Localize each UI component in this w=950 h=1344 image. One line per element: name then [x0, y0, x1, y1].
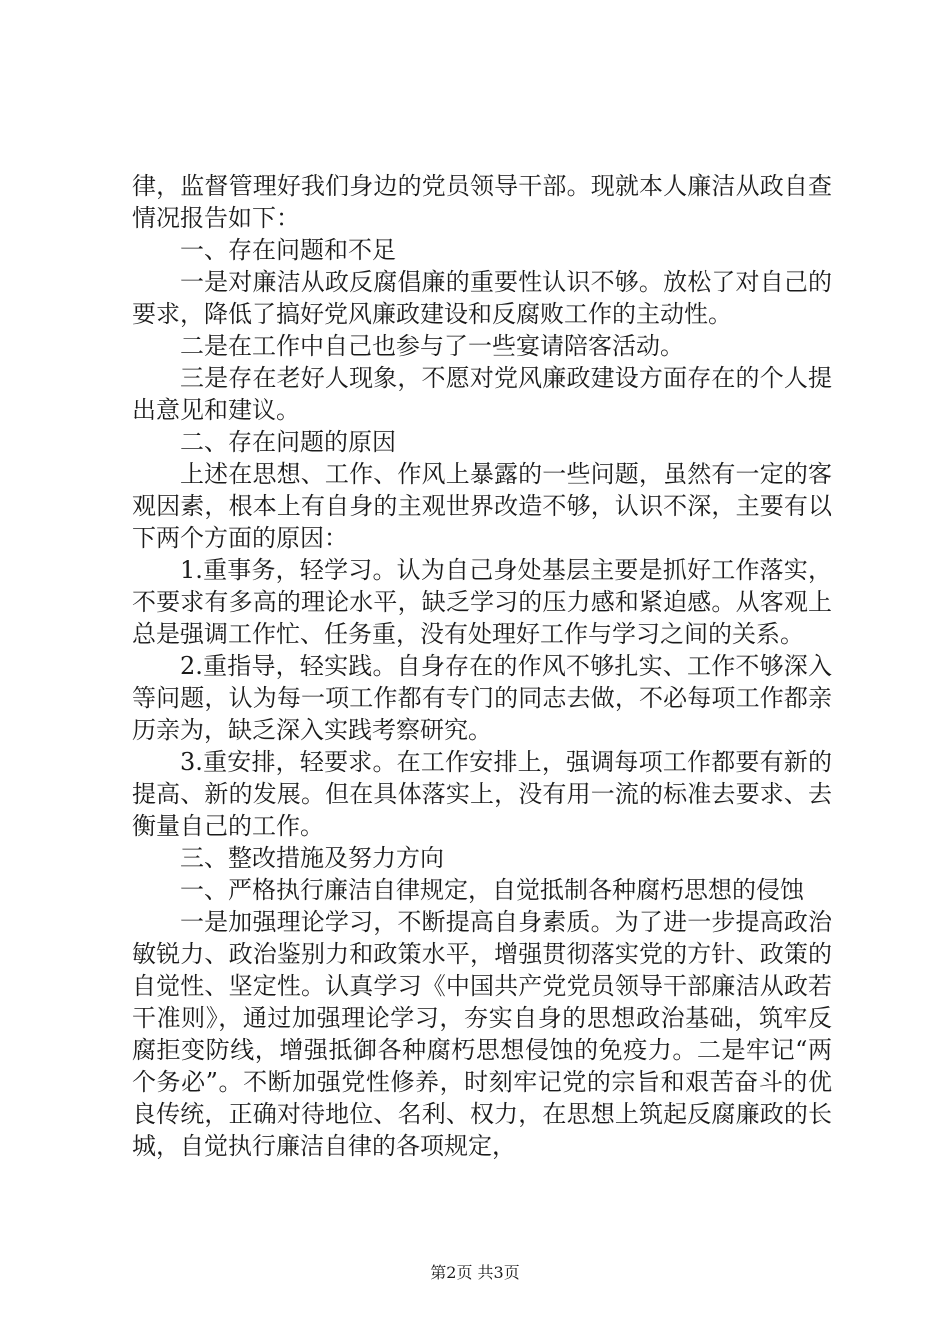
- paragraph-cause-2: 2.重指导，轻实践。自身存在的作风不够扎实、工作不够深入等问题，认为每一项工作都有专门的同志去做，不必每项工作都亲历亲为，缺乏深入实践考察研究。: [132, 652, 832, 744]
- subheading-measure-1: 一、严格执行廉洁自律规定，自觉抵制各种腐朽思想的侵蚀: [180, 876, 804, 904]
- paragraph-continuation: 律，监督管理好我们身边的党员领导干部。现就本人廉洁从政自查情况报告如下：: [132, 172, 832, 232]
- paragraph-problem-3: 三是存在老好人现象，不愿对党风廉政建设方面存在的个人提出意见和建议。: [132, 364, 832, 424]
- section-heading-measures: 三、整改措施及努力方向: [180, 844, 444, 872]
- section-heading-problems: 一、存在问题和不足: [180, 236, 396, 264]
- paragraph-causes-intro: 上述在思想、工作、作风上暴露的一些问题，虽然有一定的客观因素，根本上有自身的主观世界改造不够，认识不深，主要有以下两个方面的原因：: [132, 460, 832, 552]
- section-heading-causes: 二、存在问题的原因: [180, 428, 396, 456]
- paragraph-problem-2: 二是在工作中自己也参与了一些宴请陪客活动。: [180, 332, 684, 360]
- paragraph-cause-1: 1.重事务，轻学习。认为自己身处基层主要是抓好工作落实，不要求有多高的理论水平，缺乏学习的压力感和紧迫感。从客观上总是强调工作忙、任务重，没有处理好工作与学习之间的关系。: [132, 556, 832, 648]
- paragraph-problem-1: 一是对廉洁从政反腐倡廉的重要性认识不够。放松了对自己的要求，降低了搞好党风廉政建设和反腐败工作的主动性。: [132, 268, 832, 328]
- document-body: [132, 170, 832, 1162]
- paragraph-measure-detail: 一是加强理论学习，不断提高自身素质。为了进一步提高政治敏锐力、政治鉴别力和政策水平，增强贯彻落实党的方针、政策的自觉性、坚定性。认真学习《中国共产党党员领导干部廉洁从政若干准则》，通过加强理论学习，夯实自身的思想政治基础，筑牢反腐拒变防线，增强抵御各种腐朽思想侵蚀的免疫力。二是牢记“两个务必”。不断加强党性修养，时刻牢记党的宗旨和艰苦奋斗的优良传统，正确对待地位、名利、权力，在思想上筑起反腐廉政的长城，自觉执行廉洁自律的各项规定，: [132, 908, 832, 1160]
- paragraph-cause-3: 3.重安排，轻要求。在工作安排上，强调每项工作都要有新的提高、新的发展。但在具体落实上，没有用一流的标准去要求、去衡量自己的工作。: [132, 748, 832, 840]
- page-footer: 第2页 共3页: [430, 1263, 520, 1282]
